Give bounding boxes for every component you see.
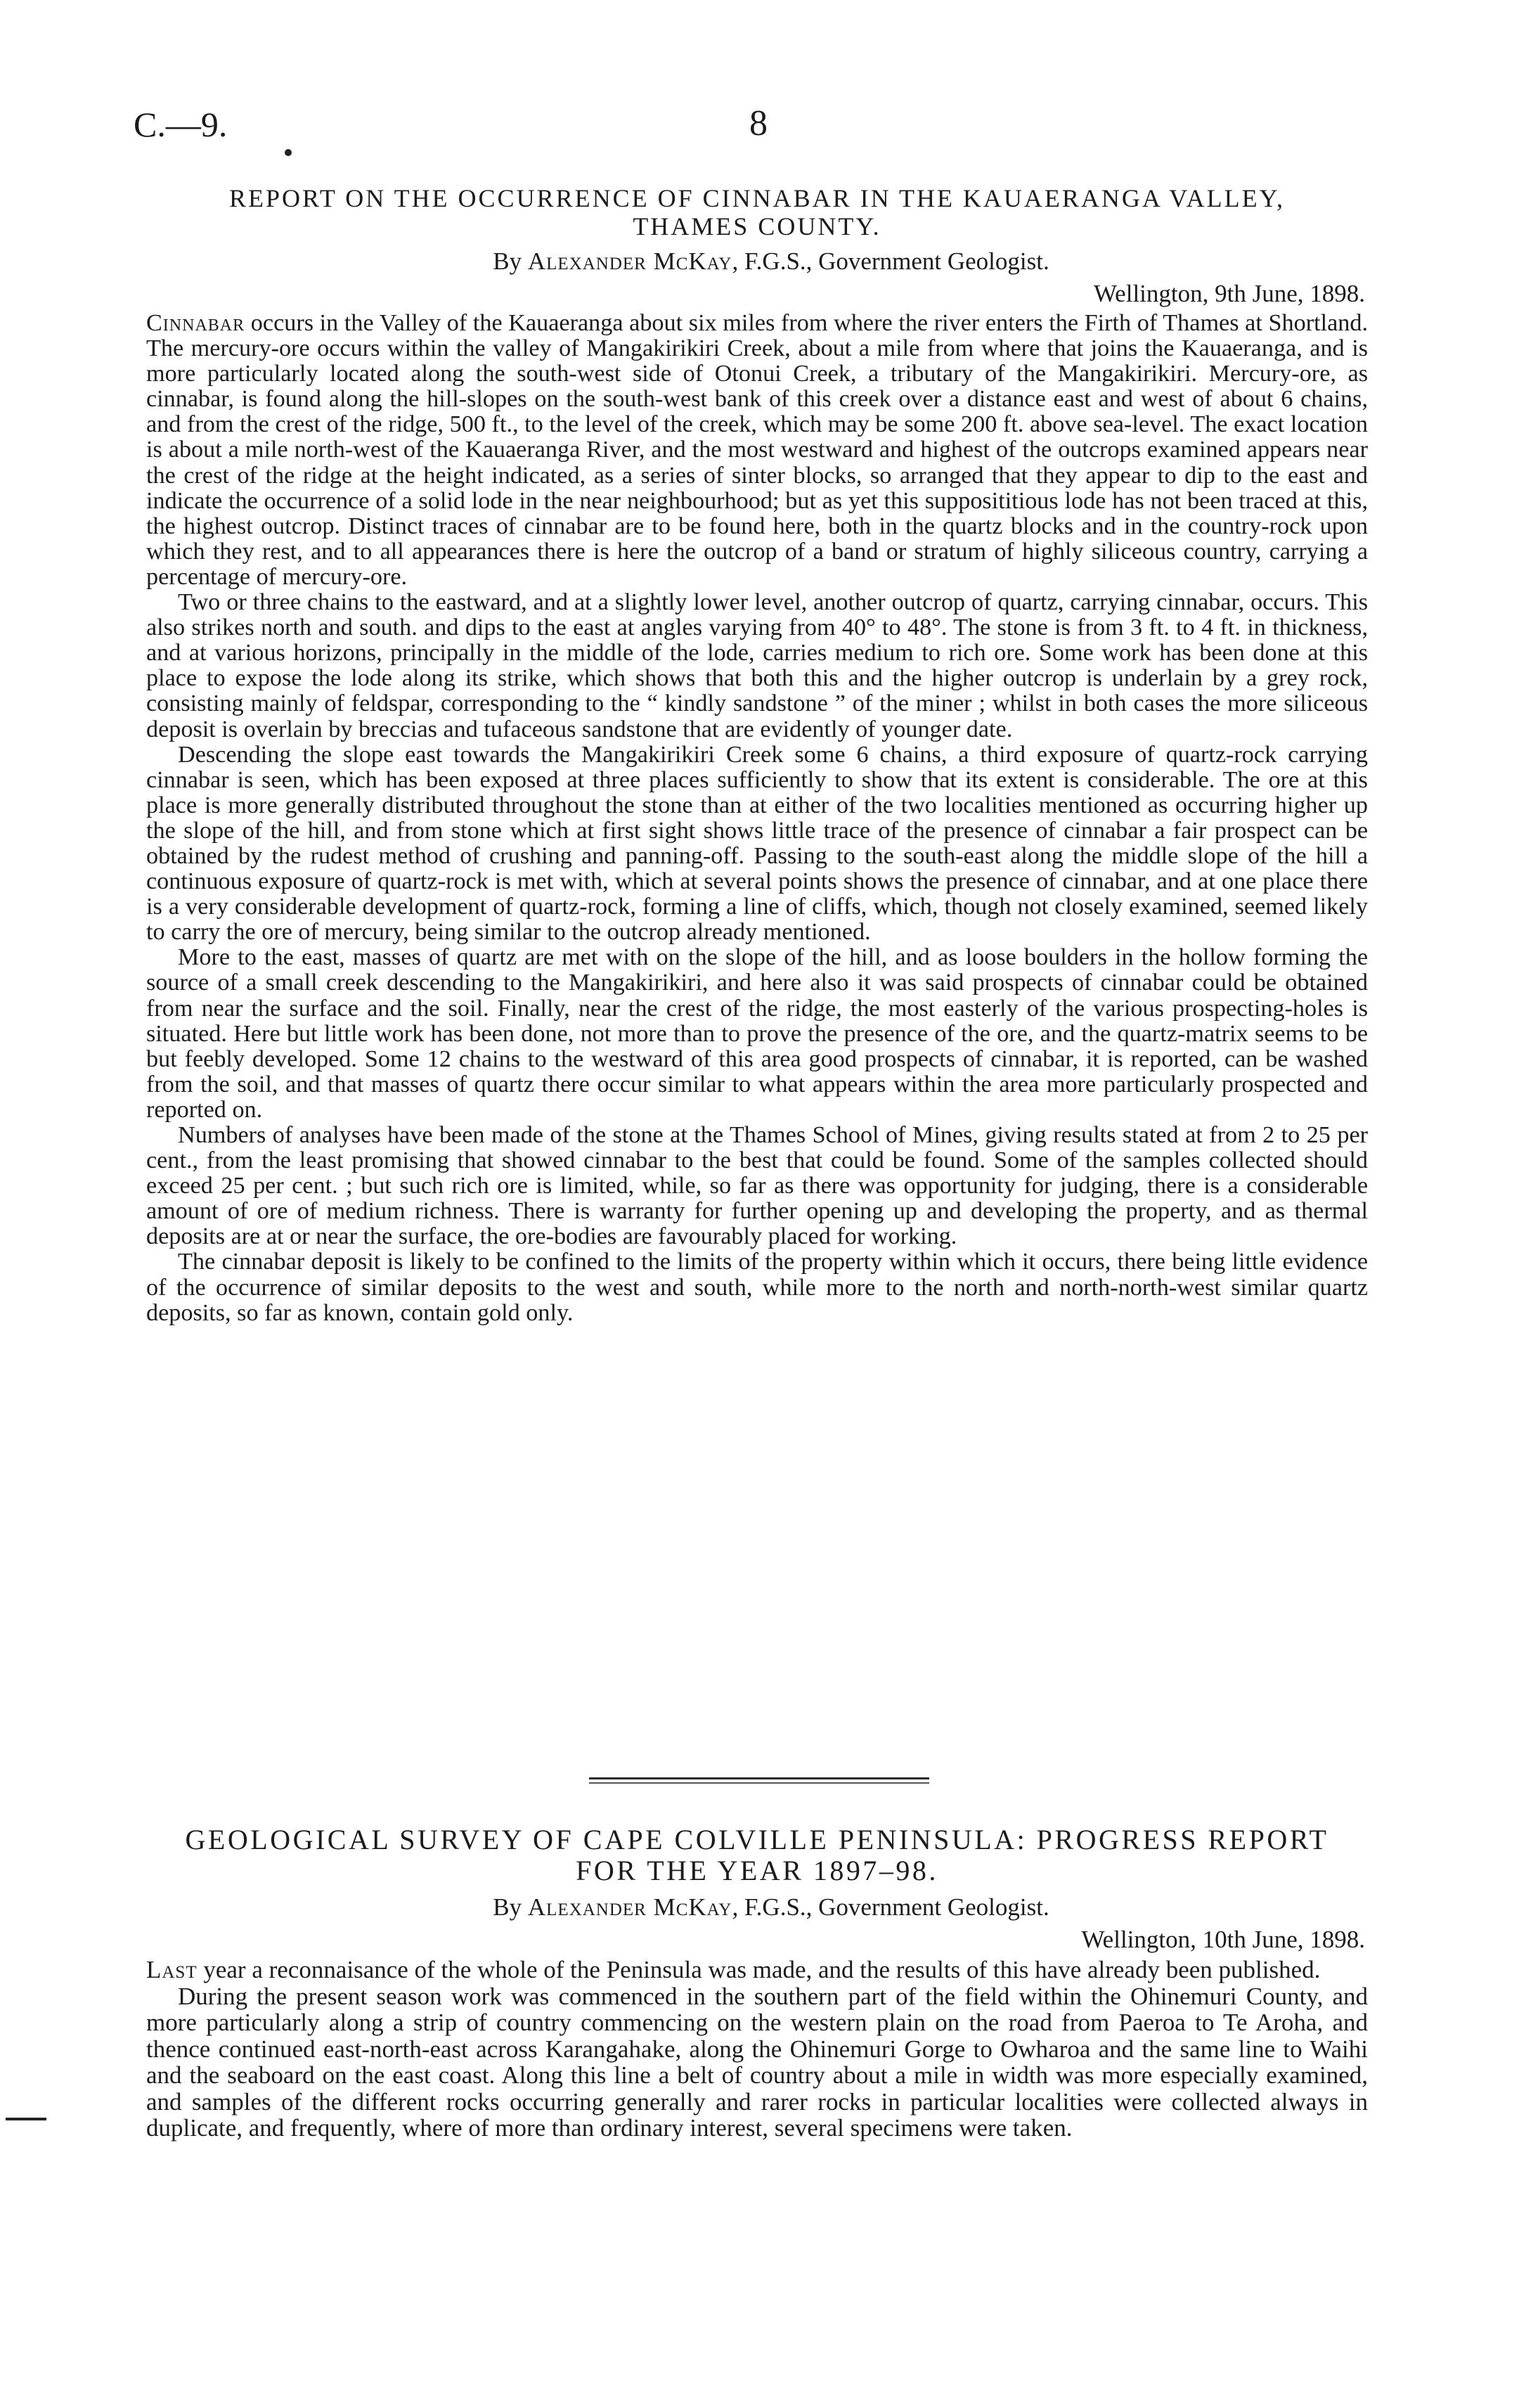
page-reference: C.—9.	[134, 105, 228, 144]
dateline: Wellington, 9th June, 1898.	[1093, 280, 1365, 307]
dateline: Wellington, 10th June, 1898.	[1081, 1926, 1365, 1953]
paragraph: The cinnabar deposit is likely to be confined to the limits of the property within which it occurs, there being little evidence of the occurrence of similar deposits to the west and south, while more to the north and north-north-west similar quartz deposits, so far as known, contain gold only.	[146, 1249, 1368, 1326]
margin-dash-mark	[6, 2118, 46, 2120]
paragraph: Two or three chains to the eastward, and at a slightly lower level, another outcrop of quartz, carrying cinnabar, occurs. This also strikes north and south. and dips to the east at angles varying from 40° to 48°. The stone is from 3 ft. to 4 ft. in thickness, and at various horizons, principally in the middle of the lode, carries medium to rich ore. Some work has been done at this place to expose the lode along its strike, which shows that both this and the higher outcrop is underlain by a grey rock, consisting mainly of feldspar, corresponding to the “ kindly sandstone ” of the miner ; whilst in both cases the more siliceous deposit is overlain by breccias and tufaceous sandstone that are evidently of younger date.	[146, 589, 1368, 742]
report-body	[146, 1957, 1368, 2142]
paragraph: More to the east, masses of quartz are met with on the slope of the hill, and as loose boulders in the hollow forming the source of a small creek descending to the Mangakirikiri, and here also it was said prospects of cinnabar could be obtained from near the surface and the soil. Finally, near the crest of the ridge, the most easterly of the various prospecting-holes is situated. Here but little work has been done, not more than to prove the presence of the ore, and the quartz-matrix seems to be but feebly developed. Some 12 chains to the westward of this area good prospects of cinnabar, it is reported, can be washed from the soil, and that masses of quartz there occur similar to what appears within the area more particularly prospected and reported on.	[146, 944, 1368, 1123]
paragraph-text: year a reconnaisance of the whole of the Peninsula was made, and the results of this have already been published.	[197, 1956, 1321, 1983]
byline-prefix: By	[493, 1893, 522, 1921]
byline-prefix: By	[493, 247, 522, 275]
paragraph	[146, 311, 1368, 590]
report-title-line-1: GEOLOGICAL SURVEY OF CAPE COLVILLE PENINSULA: PROGRESS REPORT	[185, 1824, 1329, 1855]
author-name: Alexander McKay	[527, 247, 732, 275]
paragraph: During the present season work was commenced in the southern part of the field within the Ohinemuri County, and more particularly along a strip of country commencing on the western plain on the road from Paeroa to Te Aroha, and thence continued east-north-east across Karangahake, along the Ohinemuri Gorge to Owharoa and the same line to Waihi and the seaboard on the east coast. Along this line a belt of country about a mile in width was more especially examined, and samples of the different rocks occurring generally and rarer rocks in particular localities were collected always in duplicate, and frequently, where of more than ordinary interest, several specimens were taken.	[146, 1982, 1368, 2142]
lead-word: Last	[146, 1956, 198, 1983]
report-cape-colville-survey	[146, 1824, 1368, 2142]
author-credentials: , F.G.S., Government Geologist.	[732, 1893, 1049, 1921]
report-title-line-2: FOR THE YEAR 1897–98.	[576, 1855, 938, 1886]
report-title-line-2: THAMES COUNTY.	[633, 212, 881, 240]
report-body	[146, 311, 1368, 1326]
lead-word: Cinnabar	[146, 310, 245, 336]
report-title	[146, 1824, 1368, 1886]
section-divider	[589, 1777, 929, 1786]
divider-rule	[589, 1782, 929, 1784]
report-title-line-1: REPORT ON THE OCCURRENCE OF CINNABAR IN THE KAUAERANGA VALLEY,	[229, 184, 1285, 212]
byline	[174, 247, 1368, 276]
author-name: Alexander McKay	[527, 1893, 732, 1921]
divider-rule	[589, 1777, 929, 1779]
paragraph: Numbers of analyses have been made of the stone at the Thames School of Mines, giving results stated at from 2 to 25 per cent., from the least promising that showed cinnabar to the best that could be found. Some of the samples collected should exceed 25 per cent. ; but such rich ore is limited, while, so far as there was opportunity for judging, there is a considerable amount of ore of medium richness. There is warranty for further opening up and developing the property, and as thermal deposits are at or near the surface, the ore-bodies are favourably placed for working.	[146, 1122, 1368, 1250]
author-credentials: , F.G.S., Government Geologist.	[732, 247, 1049, 275]
page-number: 8	[749, 103, 768, 143]
paragraph	[146, 1957, 1368, 1983]
byline	[174, 1893, 1368, 1921]
paragraph: Descending the slope east towards the Mangakirikiri Creek some 6 chains, a third exposure of quartz-rock carrying cinnabar is seen, which has been exposed at three places sufficiently to show that its extent is considerable. The ore at this place is more generally distributed throughout the stone than at either of the two localities mentioned as occurring higher up the slope of the hill, and from stone which at first sight shows little trace of the presence of cinnabar a fair prospect can be obtained by the rudest method of crushing and panning-off. Passing to the south-east along the middle slope of the hill a continuous exposure of quartz-rock is met with, which at several points shows the presence of cinnabar, and at one place there is a very considerable development of quartz-rock, forming a line of cliffs, which, though not closely examined, seemed likely to carry the ore of mercury, being similar to the outcrop already mentioned.	[146, 741, 1368, 946]
ink-dot-mark	[285, 149, 292, 156]
paragraph-text: occurs in the Valley of the Kauaeranga about six miles from where the river enters the Firth of Thames at Shortland. The mercury-ore occurs within the valley of Mangakirikiri Creek, about a mile from where that joins the Kauaeranga, and is more particularly located along the south-west side of Otonui Creek, a tributary of the Mangakirikiri. Mercury-ore, as cinnabar, is found along the hill-slopes on the south-west bank of this creek over a distance east and west of about 6 chains, and from the crest of the ridge, 500 ft., to the level of the creek, which may be some 200 ft. above sea-level. The exact location is about a mile north-west of the Kauaeranga River, and the most westward and highest of the outcrops examined appears near the crest of the ridge at the height indicated, as a series of sinter blocks, so arranged that they appear to dip to the east and indicate the occurrence of a solid lode in the near neighbourhood; but as yet this supposititious lode has not been traced at this, the highest outcrop. Distinct traces of cinnabar are to be found here, both in the quartz blocks and in the country-rock upon which they rest, and to all appearances there is here the outcrop of a band or stratum of highly siliceous country, carrying a percentage of mercury-ore.	[146, 310, 1368, 590]
report-title	[146, 184, 1368, 240]
report-cinnabar-kauaeranga	[146, 184, 1368, 1326]
